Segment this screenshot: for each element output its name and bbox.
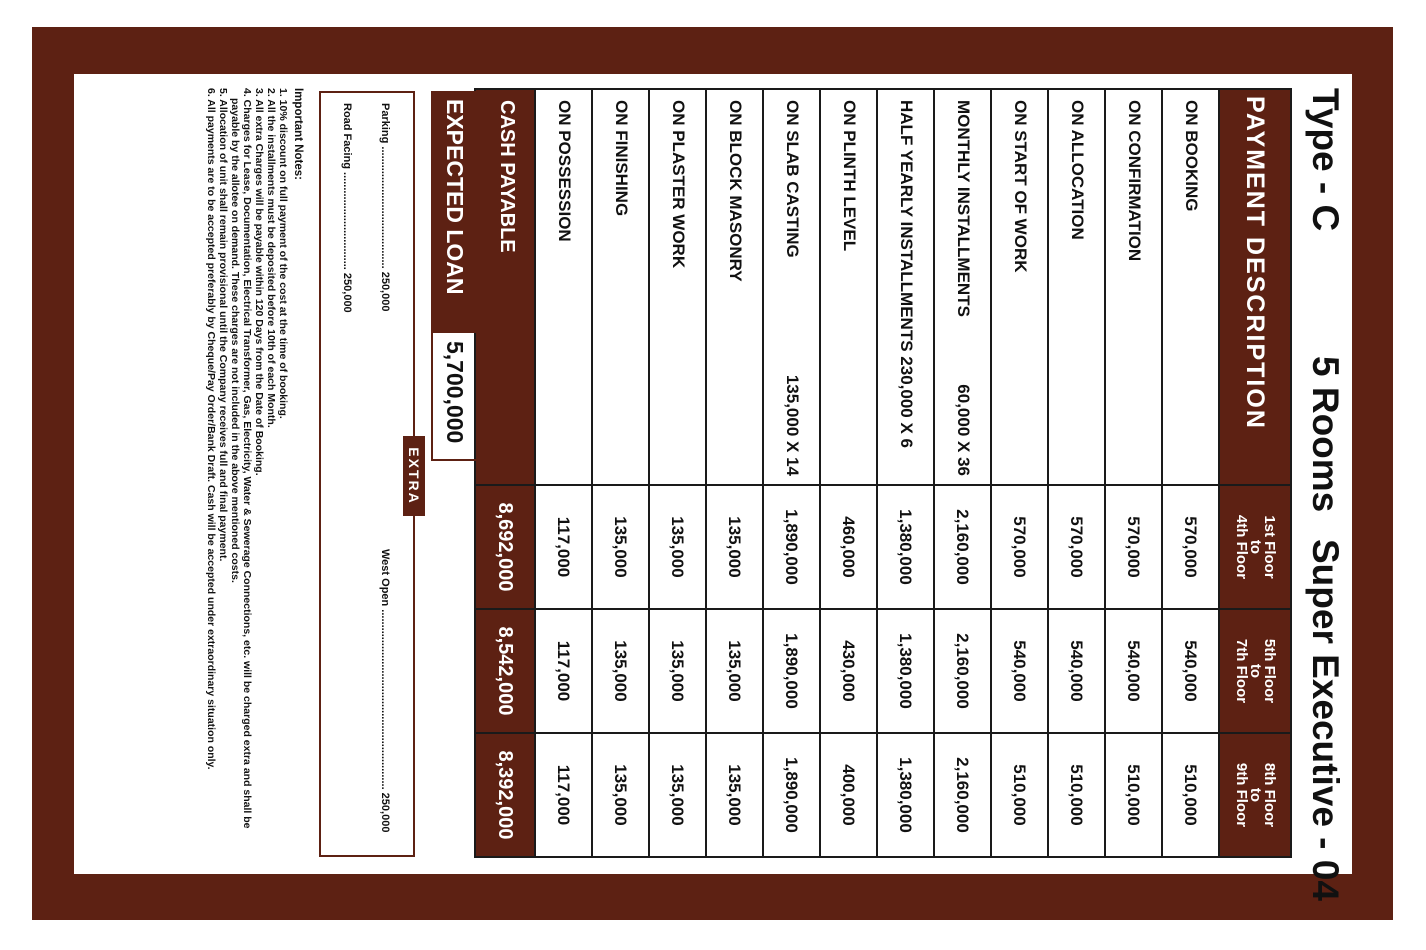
row-label: ON BOOKING — [1182, 100, 1201, 212]
table-row — [763, 89, 820, 857]
cell-value: 1,380,000 — [877, 609, 934, 733]
cell-value: 1,380,000 — [877, 733, 934, 857]
table-header-row — [1219, 89, 1291, 857]
note-item: 1. 10% discount on full payment of the cost at the time of booking. — [277, 88, 289, 419]
cell-value: 2,160,000 — [934, 485, 991, 609]
note-item: 4. Charges for Lease, Documentation, Electrical Transformer, Gas, Electricity, Water & Sewerage Connections, etc. will be charged extra and shall be payable by the allotee on demand. These charges are not included in the above mentioned costs. — [229, 88, 253, 829]
unit-type: Type - C — [1305, 88, 1346, 232]
cell-value: 570,000 — [1162, 485, 1219, 609]
expected-loan-box — [431, 91, 479, 461]
unit-name: Super Executive - 04 — [1305, 539, 1346, 901]
room-count: 5 Rooms — [1305, 356, 1346, 513]
cell-value: 460,000 — [820, 485, 877, 609]
total-value: 8,392,000 — [475, 733, 535, 857]
cell-value: 510,000 — [1048, 733, 1105, 857]
total-value: 8,692,000 — [475, 485, 535, 609]
header-floors-1-4: 1st Floor to 4th Floor — [1219, 485, 1291, 609]
cell-value: 540,000 — [1162, 609, 1219, 733]
table-row — [877, 89, 934, 857]
row-label: MONTHLY INSTALLMENTS — [954, 100, 973, 317]
cell-value: 570,000 — [991, 485, 1048, 609]
table-row — [535, 89, 592, 857]
cell-value: 135,000 — [592, 733, 649, 857]
cell-value: 135,000 — [706, 609, 763, 733]
cell-value: 510,000 — [991, 733, 1048, 857]
total-value: 8,542,000 — [475, 609, 535, 733]
payment-table — [474, 88, 1292, 858]
table-row — [592, 89, 649, 857]
cell-value: 135,000 — [592, 609, 649, 733]
cell-value: 570,000 — [1048, 485, 1105, 609]
cell-value: 1,890,000 — [763, 733, 820, 857]
table-row — [1162, 89, 1219, 857]
price-sheet — [74, 74, 1352, 901]
table-row — [649, 89, 706, 857]
table-row — [1105, 89, 1162, 857]
expected-loan-value: 5,700,000 — [442, 341, 468, 444]
table-row — [706, 89, 763, 857]
header-floors-8-9: 8th Floor to 9th Floor — [1219, 733, 1291, 857]
table-row — [934, 89, 991, 857]
parking-charge: Parking ........................................ 250,000 — [379, 103, 391, 312]
cell-value: 135,000 — [706, 733, 763, 857]
header-floors-5-7: 5th Floor to 7th Floor — [1219, 609, 1291, 733]
cell-value: 540,000 — [1048, 609, 1105, 733]
cell-value: 510,000 — [1105, 733, 1162, 857]
row-label: ON CONFIRMATION — [1125, 100, 1144, 262]
row-label: ON FINISHING — [612, 100, 631, 217]
cell-value: 117,000 — [535, 733, 592, 857]
row-label: ON START OF WORK — [1011, 100, 1030, 273]
cell-value: 117,000 — [535, 609, 592, 733]
row-label: ON BLOCK MASONRY — [726, 100, 745, 282]
cell-value: 135,000 — [592, 485, 649, 609]
important-notes — [205, 88, 304, 856]
row-label: HALF YEARLY INSTALLMENTS 230,000 X 6 — [897, 100, 916, 448]
row-label: ON POSSESSION — [555, 100, 574, 242]
extra-header: EXTRA — [403, 436, 425, 516]
note-item: 6. All payments are to be accepted preferably by Cheque/Pay Order/Bank Draft. Cash will be accepted under extraordinary situation only. — [205, 88, 217, 770]
cell-value: 510,000 — [1162, 733, 1219, 857]
cell-value: 2,160,000 — [934, 609, 991, 733]
header-description: PAYMENT DESCRIPTION — [1219, 89, 1291, 485]
row-multiplier: 135,000 X 14 — [783, 374, 802, 476]
row-multiplier: 60,000 X 36 — [954, 384, 973, 476]
total-row — [475, 89, 535, 857]
cell-value: 135,000 — [649, 733, 706, 857]
row-label: ON SLAB CASTING — [783, 100, 802, 258]
total-label: CASH PAYABLE — [496, 100, 518, 253]
cell-value: 540,000 — [991, 609, 1048, 733]
cell-value: 135,000 — [649, 485, 706, 609]
cell-value: 430,000 — [820, 609, 877, 733]
row-label: ON ALLOCATION — [1068, 100, 1087, 240]
west-open-charge: West Open ........................................................... 250,000 — [379, 549, 391, 833]
cell-value: 117,000 — [535, 485, 592, 609]
cell-value: 135,000 — [706, 485, 763, 609]
note-item: 3. All extra Charges will be payable within 120 Days from the Date of Booking. — [253, 88, 265, 476]
cell-value: 135,000 — [649, 609, 706, 733]
cell-value: 540,000 — [1105, 609, 1162, 733]
table-row — [991, 89, 1048, 857]
cell-value: 2,160,000 — [934, 733, 991, 857]
note-item: 5. Allocation of unit shall remain provisional until the Company receives full and final payment. — [217, 88, 229, 562]
note-item: 2. All the installments must be deposited before 10th of each Month. — [265, 88, 277, 428]
table-row — [820, 89, 877, 857]
cell-value: 1,380,000 — [877, 485, 934, 609]
cell-value: 1,890,000 — [763, 609, 820, 733]
row-label: ON PLINTH LEVEL — [840, 100, 859, 252]
cell-value: 570,000 — [1105, 485, 1162, 609]
cell-value: 400,000 — [820, 733, 877, 857]
cell-value: 1,890,000 — [763, 485, 820, 609]
table-row — [1048, 89, 1105, 857]
road-facing-charge: Road Facing ................................ 250,000 — [341, 103, 353, 313]
extra-charges-box — [319, 91, 422, 857]
notes-heading: Important Notes: — [292, 88, 304, 180]
page-title — [1296, 74, 1346, 901]
expected-loan-label: EXPECTED LOAN — [433, 93, 477, 333]
rotated-page — [74, 74, 1352, 901]
row-label: ON PLASTER WORK — [669, 100, 688, 269]
